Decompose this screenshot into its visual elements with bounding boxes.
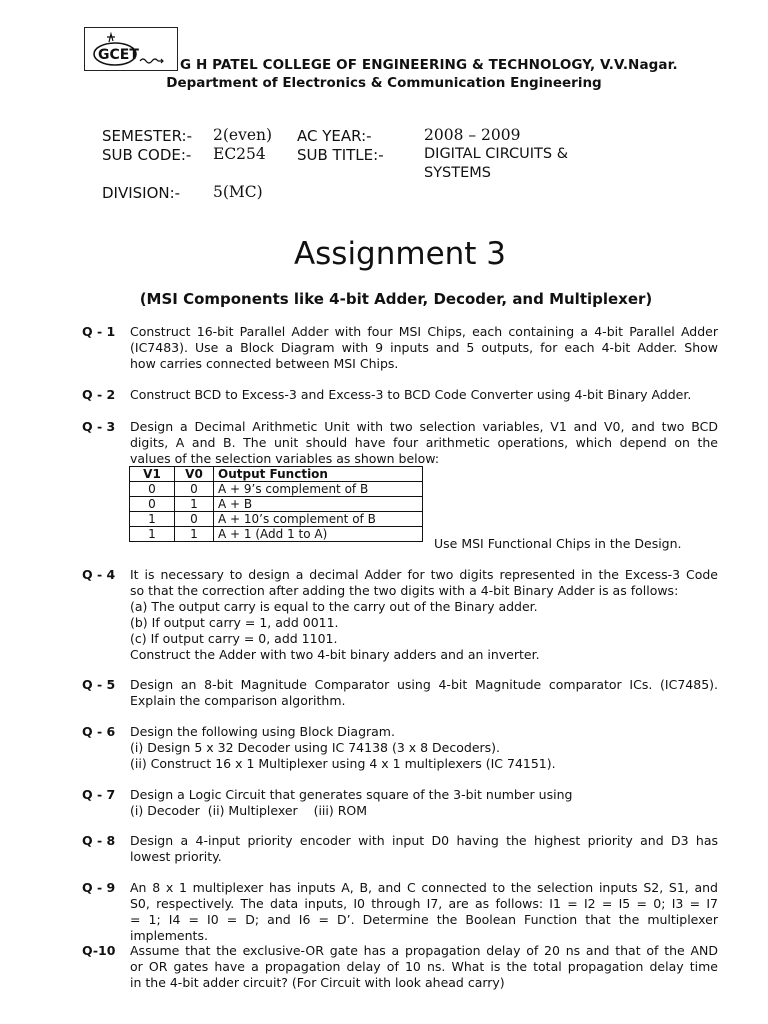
question-number: Q - 1 [82, 324, 116, 339]
question-line: S0, respectively. The data inputs, I0 through I7, are as follows: I1 = I2 = I5 = 0; I3 = I7 [130, 896, 718, 911]
page-title: Assignment 3 [293, 236, 507, 272]
question-line: or OR gates have a propagation delay of 10 ns. What is the total propagation delay time [130, 959, 718, 974]
question-line: Design the following using Block Diagram. [130, 724, 395, 739]
question-text [130, 567, 718, 663]
logo-text: GCET [98, 47, 139, 63]
sub-code-label: SUB CODE:- [102, 146, 192, 164]
table-cell: 1 [175, 497, 214, 512]
question-number: Q - 4 [82, 567, 116, 582]
question-line: (i) Decoder (ii) Multiplexer (iii) ROM [130, 803, 368, 818]
table-cell: A + B [214, 497, 423, 512]
department-name: Department of Electronics & Communication Engineering [166, 75, 602, 91]
table-row [130, 527, 423, 542]
table-cell: 0 [175, 512, 214, 527]
table-cell: A + 10’s complement of B [214, 512, 423, 527]
table-cell: 1 [130, 512, 175, 527]
question-text [130, 787, 718, 819]
ac-year-value: 2008 – 2009 [424, 126, 521, 144]
question-line: Construct the Adder with two 4-bit binary adders and an inverter. [130, 647, 540, 662]
question-text [130, 677, 718, 709]
question-number: Q-10 [82, 943, 116, 958]
question-line: Explain the comparison algorithm. [130, 693, 346, 708]
table-header-row [130, 467, 423, 482]
question-line: Design an 8-bit Magnitude Comparator using 4-bit Magnitude comparator ICs. (IC7485). [130, 677, 718, 692]
question-line: (IC7483). Use a Block Diagram with 9 inputs and 5 outputs, for each 4-bit Adder. Show [130, 340, 718, 355]
semester-value: 2(even) [213, 126, 273, 144]
question-number: Q - 5 [82, 677, 116, 692]
ac-year-label: AC YEAR:- [297, 127, 372, 145]
question-line: Construct 16-bit Parallel Adder with four MSI Chips, each containing a 4-bit Parallel Adder [130, 324, 718, 339]
question-line: implements. [130, 928, 208, 943]
question-number: Q - 2 [82, 387, 116, 402]
table-cell: 0 [130, 482, 175, 497]
table-row [130, 497, 423, 512]
question-text [130, 880, 718, 944]
question-line: (b) If output carry = 1, add 0011. [130, 615, 339, 630]
selection-truth-table [129, 466, 423, 542]
question-text [130, 387, 718, 403]
question-line: Construct BCD to Excess-3 and Excess-3 to BCD Code Converter using 4-bit Binary Adder. [130, 387, 692, 402]
question-line: how carries connected between MSI Chips. [130, 356, 399, 371]
question-number: Q - 7 [82, 787, 116, 802]
table-header-cell: Output Function [214, 467, 423, 482]
college-logo [84, 27, 178, 71]
table-cell: A + 1 (Add 1 to A) [214, 527, 423, 542]
question-line: so that the correction after adding the two digits with a 4-bit Binary Adder is as follows: [130, 583, 679, 598]
question-line: (ii) Construct 16 x 1 Multiplexer using 4 x 1 multiplexers (IC 74151). [130, 756, 556, 771]
question-line: = 1; I4 = I0 = D; and I6 = D’. Determine the Boolean Function that the multiplexer [130, 912, 718, 927]
question-number: Q - 3 [82, 419, 116, 434]
table-header-cell: V1 [130, 467, 175, 482]
question-text [130, 724, 718, 772]
question-text [130, 324, 718, 372]
question-line: (i) Design 5 x 32 Decoder using IC 74138 (3 x 8 Decoders). [130, 740, 501, 755]
college-name: G H PATEL COLLEGE OF ENGINEERING & TECHNOLOGY, V.V.Nagar. [180, 57, 678, 73]
question-number: Q - 6 [82, 724, 116, 739]
question-line: lowest priority. [130, 849, 222, 864]
sub-title-value-line1: DIGITAL CIRCUITS & [424, 146, 569, 162]
question-line: (c) If output carry = 0, add 1101. [130, 631, 338, 646]
table-cell: 0 [175, 482, 214, 497]
question-number: Q - 9 [82, 880, 116, 895]
question-line: Design a Decimal Arithmetic Unit with two selection variables, V1 and V0, and two BCD [130, 419, 718, 434]
question-number: Q - 8 [82, 833, 116, 848]
division-value: 5(MC) [213, 183, 263, 201]
question-line: Design a 4-input priority encoder with input D0 having the highest priority and D3 has [130, 833, 718, 848]
question-line: (a) The output carry is equal to the carry out of the Binary adder. [130, 599, 538, 614]
table-row [130, 482, 423, 497]
sub-title-label: SUB TITLE:- [297, 146, 384, 164]
page-subtitle: (MSI Components like 4-bit Adder, Decoder, and Multiplexer) [139, 290, 653, 308]
question-text [130, 419, 718, 467]
q3-instruction: Use MSI Functional Chips in the Design. [434, 536, 682, 551]
table-cell: 1 [175, 527, 214, 542]
table-row [130, 512, 423, 527]
division-label: DIVISION:- [102, 184, 181, 202]
semester-label: SEMESTER:- [102, 127, 193, 145]
question-line: It is necessary to design a decimal Adder for two digits represented in the Excess-3 Code [130, 567, 718, 582]
question-line: in the 4-bit adder circuit? (For Circuit with look ahead carry) [130, 975, 505, 990]
question-line: Assume that the exclusive-OR gate has a propagation delay of 20 ns and that of the AND [130, 943, 718, 958]
sub-code-value: EC254 [213, 145, 266, 163]
question-line: An 8 x 1 multiplexer has inputs A, B, and C connected to the selection inputs S2, S1, and [130, 880, 718, 895]
question-line: Design a Logic Circuit that generates square of the 3-bit number using [130, 787, 573, 802]
table-header-cell: V0 [175, 467, 214, 482]
question-line: digits, A and B. The unit should have four arithmetic operations, which depend on the [130, 435, 718, 450]
question-text [130, 943, 718, 991]
table-cell: A + 9’s complement of B [214, 482, 423, 497]
table-cell: 1 [130, 527, 175, 542]
sub-title-value-line2: SYSTEMS [424, 165, 491, 181]
table-cell: 0 [130, 497, 175, 512]
question-line: values of the selection variables as shown below: [130, 451, 440, 466]
question-text [130, 833, 718, 865]
